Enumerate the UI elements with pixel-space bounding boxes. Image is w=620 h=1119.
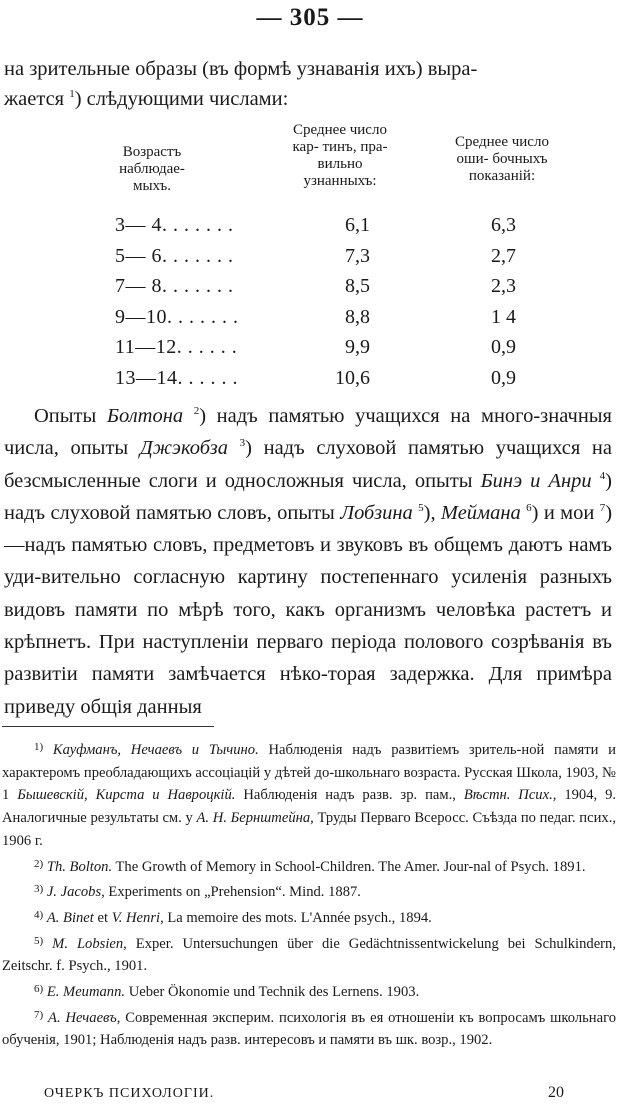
cell-correct: 9,9 [345, 336, 370, 359]
author-lobsien: Лобзина [340, 501, 413, 524]
cell-errors: 6,3 [491, 214, 516, 236]
footnote-ref: 2 [193, 405, 200, 417]
cell-correct: 7,3 [345, 244, 370, 267]
table-row [0, 336, 620, 367]
cell-errors: 0,9 [491, 336, 516, 359]
footnote: $^{7)}$ А. Нечаевъ, Современная эксперим. психологія въ ея отношеніи къ вопросамъ школьнаго обученія, 1901; Наблюденія надъ разв. интересовъ и памяти въ шк. возр., 1902. [2, 1008, 616, 1049]
table-row [0, 245, 620, 276]
footnote: $^{2)}$ Th. Bolton. The Growth of Memory in School-Children. The Amer. Jour-nal of Psych. 1891. [34, 857, 586, 875]
cell-age: 5— 6. . . . . . . [115, 244, 234, 267]
footnote: $^{1)}$ Кауфманъ, Нечаевъ и Тычино. Наблюденія надъ развитіемъ зритель-ной памяти и характеромъ преобладающихъ ассоціацій у дѣтей до-школьнаго возраста. Русская Школа, 1903, № 1 Бышевскій, Кирста и Навроцкій. Наблюденія надъ разв. зр. пам., Вѣстн. Псих., 1904, 9. Аналогичные результаты см. у А. Н. Бернштейна, Труды Перваго Всеросс. Съѣзда по педаг. псих., 1906 г. [2, 741, 617, 849]
footnote-ref: 1 [69, 88, 75, 100]
table-body [0, 214, 620, 398]
page-footer [0, 1084, 620, 1108]
intro-paragraph [4, 54, 608, 114]
table-row [0, 275, 620, 306]
author-meumann: Мейманa [440, 501, 521, 524]
footnote-ref: 7 [599, 501, 606, 514]
table-row [0, 306, 620, 337]
author-binet-henri: Бинэ и Анри [480, 469, 592, 492]
cell-errors: 2,3 [491, 275, 516, 298]
table-row [0, 367, 620, 398]
footnotes [2, 736, 616, 1052]
cell-age: 13—14. . . . . . [115, 366, 238, 389]
cell-correct: 10,6 [335, 366, 370, 389]
column-header-correct: Среднее число кар- тинъ, пра- вильно узнанныхъ: [292, 122, 388, 189]
footnote: $^{3)}$ J. Jacobs, Experiments on „Prehension“. Mind. 1887. [34, 883, 361, 901]
cell-correct: 8,5 [345, 275, 370, 298]
cell-errors: 1 4 [491, 305, 516, 328]
sheet-number: 20 [548, 1084, 564, 1101]
footnote: $^{6)}$ E. Meumann. Ueber Ökonomie und Technik des Lernens. 1903. [34, 983, 420, 1001]
footnote-ref: 6 [526, 501, 532, 514]
intro-line-2: жается $^1$) слѣдующими числами: [4, 88, 289, 110]
page-number: — 305 — [256, 4, 364, 31]
footnote-divider [2, 726, 214, 727]
footnote-ref: 3 [239, 437, 246, 450]
intro-line-1: на зрительные образы (въ формѣ узнаванія ихъ) выра- [4, 58, 478, 80]
cell-age: 3— 4. . . . . . . [115, 214, 234, 236]
column-header-errors: Среднее число оши- бочныхъ показаній: [455, 134, 549, 184]
cell-correct: 8,8 [345, 305, 370, 328]
footnote: $^{4)}$ A. Binet et V. Henri, La memoire des mots. L'Année psych., 1894. [34, 908, 432, 926]
printer-signature: ОЧЕРКЪ ПСИХОЛОГІИ. [44, 1086, 215, 1101]
footnote: $^{5)}$ M. Lobsien, Exper. Untersuchungen über die Gedächtnissentwickelung bei Schulkindern, Zeitschr. f. Psych., 1901. [2, 934, 616, 975]
main-paragraph: Опыты Болтона $^2$) надъ памятью учащихся на много-значныя числа, опыты Джэкобза $^3$) надъ слуховой памятью учащихся на безсмысленные слоги и односложныя числа, опыты Бинэ и Анри $^4$) надъ слуховой памятью словъ, опыты Лобзина $^5$), Мейманa $^6$) и мои $^7$)—надъ памятью словъ, предметовъ и звуковъ въ общемъ даютъ намъ уди-вительно согласную картину постепеннаго усиленія разныхъ видовъ памяти по мѣрѣ того, какъ организмъ человѣка растетъ и крѣпнетъ. При наступленіи перваго періода полового созрѣванія въ развитіи памяти замѣчается нѣко-торая задержка. Для примѣра приведу общія данныя [4, 405, 613, 718]
cell-age: 7— 8. . . . . . . [115, 275, 234, 298]
cell-age: 11—12. . . . . . [115, 336, 238, 359]
author-jacobs: Джэкобза [139, 437, 229, 460]
cell-correct: 6,1 [345, 214, 370, 236]
author-bolton: Болтона [106, 405, 184, 427]
table-row [0, 214, 620, 245]
cell-errors: 2,7 [491, 244, 516, 267]
footnote-ref: 5 [418, 501, 424, 514]
column-header-age: Возрастъ наблюдае- мыхъ. [119, 144, 185, 194]
footnote-ref: 4 [599, 469, 606, 482]
cell-age: 9—10. . . . . . . [115, 305, 239, 328]
cell-errors: 0,9 [491, 366, 516, 389]
